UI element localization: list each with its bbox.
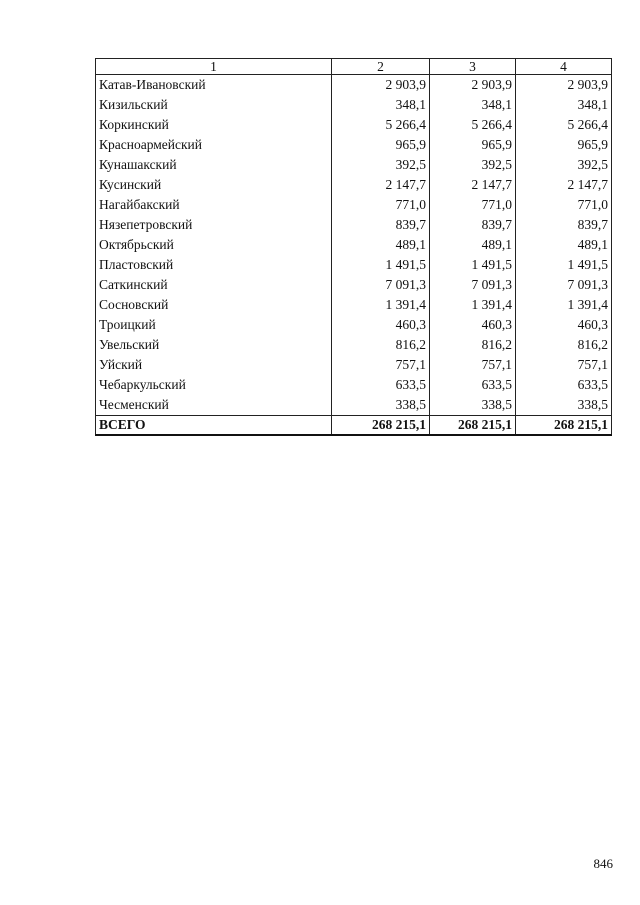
value-cell-col4: 965,9	[516, 135, 612, 155]
value-cell-col2: 2 903,9	[332, 75, 430, 96]
table-row	[96, 235, 612, 255]
value-cell-col2: 771,0	[332, 195, 430, 215]
table-row	[96, 295, 612, 315]
value-cell-col2: 1 491,5	[332, 255, 430, 275]
value-cell-col4: 1 491,5	[516, 255, 612, 275]
value-cell-col3: 2 903,9	[430, 75, 516, 96]
table-row	[96, 115, 612, 135]
value-cell-col4: 5 266,4	[516, 115, 612, 135]
table-body	[96, 59, 612, 436]
value-cell-col4: 460,3	[516, 315, 612, 335]
value-cell-col2: 757,1	[332, 355, 430, 375]
table-row	[96, 135, 612, 155]
table-row	[96, 275, 612, 295]
value-cell-col3: 460,3	[430, 315, 516, 335]
table-row	[96, 95, 612, 115]
header-row	[96, 59, 612, 75]
total-row	[96, 416, 612, 436]
total-label: ВСЕГО	[96, 416, 332, 436]
value-cell-col4: 757,1	[516, 355, 612, 375]
table-row	[96, 175, 612, 195]
value-cell-col4: 816,2	[516, 335, 612, 355]
district-name: Троицкий	[96, 315, 332, 335]
value-cell-col3: 7 091,3	[430, 275, 516, 295]
table-row	[96, 75, 612, 96]
district-name: Чебаркульский	[96, 375, 332, 395]
district-name: Чесменский	[96, 395, 332, 416]
header-cell-1: 1	[96, 59, 332, 75]
value-cell-col3: 348,1	[430, 95, 516, 115]
value-cell-col3: 757,1	[430, 355, 516, 375]
table-row	[96, 375, 612, 395]
table-row	[96, 335, 612, 355]
table-row	[96, 195, 612, 215]
value-cell-col4: 338,5	[516, 395, 612, 416]
value-cell-col4: 1 391,4	[516, 295, 612, 315]
value-cell-col4: 839,7	[516, 215, 612, 235]
district-name: Сосновский	[96, 295, 332, 315]
header-cell-4: 4	[516, 59, 612, 75]
value-cell-col2: 965,9	[332, 135, 430, 155]
total-value-col2: 268 215,1	[332, 416, 430, 436]
value-cell-col2: 816,2	[332, 335, 430, 355]
district-name: Кунашакский	[96, 155, 332, 175]
district-name: Красноармейский	[96, 135, 332, 155]
total-value-col3: 268 215,1	[430, 416, 516, 436]
value-cell-col3: 816,2	[430, 335, 516, 355]
district-name: Октябрьский	[96, 235, 332, 255]
value-cell-col2: 633,5	[332, 375, 430, 395]
value-cell-col3: 633,5	[430, 375, 516, 395]
district-name: Коркинский	[96, 115, 332, 135]
table-row	[96, 395, 612, 416]
page-number: 846	[593, 856, 613, 871]
value-cell-col4: 2 147,7	[516, 175, 612, 195]
district-name: Нязепетровский	[96, 215, 332, 235]
value-cell-col4: 7 091,3	[516, 275, 612, 295]
value-cell-col3: 839,7	[430, 215, 516, 235]
total-value-col4: 268 215,1	[516, 416, 612, 436]
value-cell-col3: 338,5	[430, 395, 516, 416]
table-row	[96, 355, 612, 375]
value-cell-col4: 489,1	[516, 235, 612, 255]
table-row	[96, 215, 612, 235]
district-name: Кусинский	[96, 175, 332, 195]
value-cell-col4: 2 903,9	[516, 75, 612, 96]
value-cell-col2: 7 091,3	[332, 275, 430, 295]
district-name: Нагайбакский	[96, 195, 332, 215]
value-cell-col3: 392,5	[430, 155, 516, 175]
value-cell-col4: 771,0	[516, 195, 612, 215]
value-cell-col2: 5 266,4	[332, 115, 430, 135]
value-cell-col2: 338,5	[332, 395, 430, 416]
district-name: Увельский	[96, 335, 332, 355]
value-cell-col3: 1 491,5	[430, 255, 516, 275]
value-cell-col3: 1 391,4	[430, 295, 516, 315]
table-row	[96, 255, 612, 275]
value-cell-col3: 965,9	[430, 135, 516, 155]
header-cell-2: 2	[332, 59, 430, 75]
value-cell-col3: 771,0	[430, 195, 516, 215]
value-cell-col4: 633,5	[516, 375, 612, 395]
value-cell-col2: 348,1	[332, 95, 430, 115]
table-row	[96, 315, 612, 335]
value-cell-col3: 5 266,4	[430, 115, 516, 135]
district-name: Пластовский	[96, 255, 332, 275]
value-cell-col2: 392,5	[332, 155, 430, 175]
value-cell-col2: 1 391,4	[332, 295, 430, 315]
district-name: Уйский	[96, 355, 332, 375]
district-name: Саткинский	[96, 275, 332, 295]
district-name: Кизильский	[96, 95, 332, 115]
value-cell-col2: 839,7	[332, 215, 430, 235]
value-cell-col4: 392,5	[516, 155, 612, 175]
value-cell-col3: 489,1	[430, 235, 516, 255]
table-row	[96, 155, 612, 175]
value-cell-col2: 2 147,7	[332, 175, 430, 195]
data-table	[95, 58, 612, 436]
header-cell-3: 3	[430, 59, 516, 75]
value-cell-col3: 2 147,7	[430, 175, 516, 195]
value-cell-col4: 348,1	[516, 95, 612, 115]
district-name: Катав-Ивановский	[96, 75, 332, 96]
value-cell-col2: 489,1	[332, 235, 430, 255]
value-cell-col2: 460,3	[332, 315, 430, 335]
